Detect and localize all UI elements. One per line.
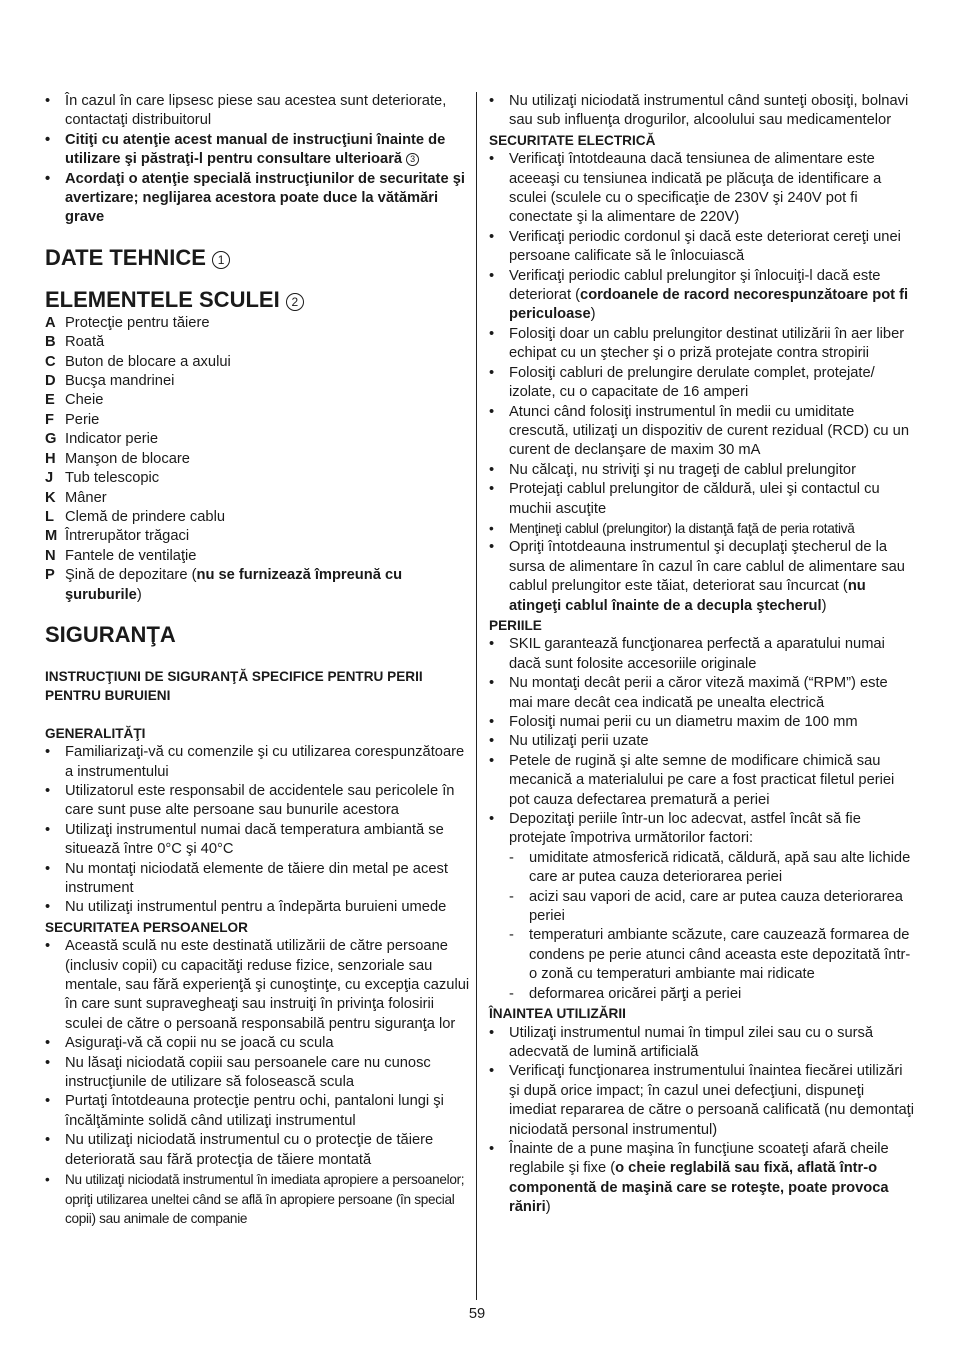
part-row: C Buton de blocare a axului — [45, 353, 231, 370]
list-item: • Folosiţi cabluri de prelungire derulate complet, protejate/ izolate, cu o capacitate de 16 amperi — [489, 364, 914, 403]
part-row: D Bucşa mandrinei — [45, 373, 175, 390]
sub-list-item: - umiditate atmosferică ridicată, căldură, apă sau alte lichide care ar putea cauza deteriorarea periei — [509, 849, 914, 888]
list-item: • Acordaţi o atenţie specială instrucţiunilor de securitate şi avertizare; neglijarea acestora poate duce la vătămări grave — [45, 170, 470, 228]
list-item: • Petele de rugină şi alte semne de modificare chimică sau mecanică a materialului pe care a fost practicat filetul periei pot cauza defectarea prematură a periei — [489, 752, 914, 810]
list-item: • Nu montaţi niciodată elemente de tăiere din metal pe acest instrument — [45, 860, 470, 899]
part-row: M Întrerupător trăgaci — [45, 528, 190, 545]
list-item: • Nu utilizaţi instrumentul pentru a îndepărta buruieni umede — [45, 898, 470, 917]
part-row: J Tub telescopic — [45, 470, 160, 487]
part-row: B Roată — [45, 334, 105, 351]
page-number: 59 — [468, 1306, 486, 1322]
figure-ref-2: 2 — [286, 293, 304, 311]
heading-safety: SIGURANŢA — [45, 621, 176, 647]
column-divider — [476, 92, 477, 1300]
list-item: • Nu montaţi decât perii a căror viteză maximă (“RPM”) este mai mare decât cea indicată pe unealta electrică — [489, 674, 914, 713]
section-title: SECURITATEA PERSOANELOR — [45, 919, 248, 935]
figure-ref-1: 1 — [212, 251, 230, 269]
list-item: • Folosiţi numai perii cu un diametru maxim de 100 mm — [489, 713, 914, 732]
heading-technical-data: DATE TEHNICE 1 — [45, 244, 470, 272]
list-item: • Purtaţi întotdeauna protecţie pentru ochi, pantaloni lungi şi încălţăminte solidă când utilizaţi instrumentul — [45, 1092, 470, 1131]
part-row: P Şină de depozitare (nu se furnizează împreună cu şuruburile) — [45, 567, 403, 603]
list-item: • Nu călcaţi, nu striviţi şi nu trageţi de cablul prelungitor — [489, 461, 914, 480]
section-title: SECURITATE ELECTRICĂ — [489, 132, 656, 148]
list-item: • Protejaţi cablul prelungitor de căldură, ulei şi contactul cu muchii ascuţite — [489, 480, 914, 519]
list-item: • Citiţi cu atenţie acest manual de instrucţiuni înainte de utilizare şi păstraţi-l pentru consultare ulterioară 3 — [45, 131, 470, 170]
sub-list-item: - deformarea oricărei părţi a periei — [509, 985, 914, 1004]
part-row: A Protecţie pentru tăiere — [45, 314, 210, 331]
list-item: • Folosiţi doar un cablu prelungitor destinat utilizării în aer liber echipat cu un ştecher şi o priză protejate contra stropirii — [489, 325, 914, 364]
list-item: • Opriţi întotdeauna instrumentul şi decuplaţi ştecherul de la sursa de alimentare în cazul în care cablul de alimentare sau cablul prelungitor este tăiat, deteriorat sau încurcat (nu atingeţi cablul înainte de a decupla ştecherul) — [489, 538, 914, 616]
part-row: L Clemă de prindere cablu — [45, 508, 226, 525]
heading-tool-elements: ELEMENTELE SCULEI 2 — [45, 286, 470, 314]
part-row: E Cheie — [45, 392, 104, 409]
list-item: • Verificaţi periodic cablul prelungitor şi înlocuiţi-l dacă este deteriorat (cordoanele de racord necorespunzătoare pot fi periculoase) — [489, 267, 914, 325]
part-row: N Fantele de ventilaţie — [45, 547, 197, 564]
list-item: • Depozitaţi periile într-un loc adecvat, astfel încât să fie protejate împotriva următorilor factori: — [489, 810, 914, 849]
section-title: PERIILE — [489, 617, 542, 633]
list-item: • Verificaţi funcţionarea instrumentului înaintea fiecărei utilizări şi după orice impact; în cazul unei defecţiuni, dispuneţi imediat repararea de către o persoană calificată (nu demontaţi niciodată personal instrumentul) — [489, 1062, 914, 1140]
list-item: • Utilizaţi instrumentul numai în timpul zilei sau cu o sursă adecvată de lumină artificială — [489, 1024, 914, 1063]
list-item: • Familiarizaţi-vă cu comenzile şi cu utilizarea corespunzătoare a instrumentului — [45, 743, 470, 782]
list-item: • Nu utilizaţi niciodată instrumentul când sunteţi obosiţi, bolnavi sau sub influenţa drogurilor, alcoolului sau medicamentelor — [489, 92, 914, 131]
list-item: • Verificaţi întotdeauna dacă tensiunea de alimentare este aceeaşi cu tensiunea indicată pe plăcuţa de identificare a sculei (sculele cu o specificaţie de 230V şi 240V pot fi conectate şi la alimentare de 220V) — [489, 150, 914, 228]
sub-list-item: - acizi sau vapori de acid, care ar putea cauza deteriorarea periei — [509, 888, 914, 927]
list-item: • Utilizatorul este responsabil de accidentele sau pericolele în care sunt puse alte persoane sau bunurile acestora — [45, 782, 470, 821]
parts-list — [45, 314, 470, 605]
list-item: • Nu utilizaţi perii uzate — [489, 732, 914, 751]
part-row: H Manşon de blocare — [45, 450, 190, 467]
list-item: • Verificaţi periodic cordonul şi dacă este deteriorat cereţi unei persoane calificate să le înlocuiască — [489, 228, 914, 267]
list-item: • Nu lăsaţi niciodată copiii sau persoanele care nu cunosc instrucţiunile de utilizare să folosească scula — [45, 1054, 470, 1093]
list-item: • SKIL garantează funcţionarea perfectă a aparatului numai dacă sunt folosite accesoriile originale — [489, 635, 914, 674]
list-item: • Această sculă nu este destinată utilizării de către persoane (inclusiv copii) cu capacităţi reduse fizice, senzoriale sau mentale, sau fără experienţă şi cunoştinţe, cu excepţia cazului în care sunt supravegheaţi sau instruiţi în privinţa folosirii sculei de către o persoană responsabilă pentru siguranţa lor — [45, 937, 470, 1034]
list-item: • Atunci când folosiţi instrumentul în medii cu umiditate crescută, utilizaţi un dispozitiv de curent rezidual (RCD) cu un curent de declanşare de maxim 30 mA — [489, 403, 914, 461]
section-title: ÎNAINTEA UTILIZĂRII — [489, 1006, 626, 1022]
list-item: • Nu utilizaţi niciodată instrumentul în imediata apropiere a persoanelor; opriţi utilizarea uneltei când se află în apropiere persoane (în special copii) sau animale de companie — [45, 1170, 470, 1228]
left-column — [45, 92, 470, 1228]
section-title: GENERALITĂŢI — [45, 725, 146, 741]
right-column — [489, 92, 914, 1218]
list-item: • Utilizaţi instrumentul numai dacă temperatura ambiantă se situează între 0°C şi 40°C — [45, 821, 470, 860]
list-item: • Menţineţi cablul (prelungitor) la distanţă faţă de peria rotativă — [489, 519, 914, 538]
list-item: • În cazul în care lipsesc piese sau acestea sunt deteriorate, contactaţi distribuitorul — [45, 92, 470, 131]
figure-ref-3: 3 — [406, 153, 419, 166]
sub-list-item: - temperaturi ambiante scăzute, care cauzează formarea de condens pe perie atunci când aceasta este depozitată într-o zonă cu temperaturi ambiante mai ridicate — [509, 926, 914, 984]
section-title: INSTRUCŢIUNI DE SIGURANŢĂ SPECIFICE PENTRU PERII PENTRU BURUIENI — [45, 668, 423, 704]
list-item: • Înainte de a pune maşina în funcţiune scoateţi afară cheile reglabile şi fixe (o cheie reglabilă sau fixă, aflată într-o componentă de maşină care se roteşte, poate provoca răniri) — [489, 1140, 914, 1218]
part-row: K Mâner — [45, 489, 107, 506]
part-row: G Indicator perie — [45, 431, 159, 448]
list-item: • Asiguraţi-vă că copii nu se joacă cu scula — [45, 1034, 470, 1053]
list-item: • Nu utilizaţi niciodată instrumentul cu o protecţie de tăiere deteriorată sau fără protecţia de tăiere montată — [45, 1131, 470, 1170]
part-row: F Perie — [45, 411, 100, 428]
